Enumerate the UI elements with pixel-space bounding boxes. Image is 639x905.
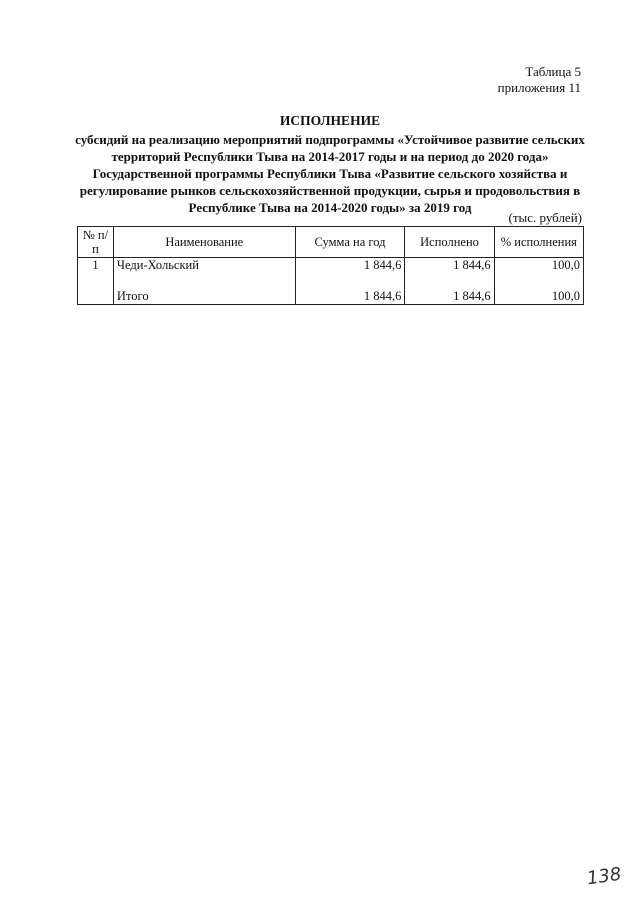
- table-number: Таблица 5: [525, 64, 581, 79]
- table-header-row: [78, 227, 584, 258]
- document-title: [70, 112, 590, 216]
- header-done: Исполнено: [405, 227, 494, 258]
- total-sum: 1 844,6: [295, 288, 405, 305]
- cell-num: 1: [78, 258, 114, 289]
- units-label: (тыс. рублей): [508, 210, 582, 225]
- total-num: [78, 288, 114, 305]
- header-sum: Сумма на год: [295, 227, 405, 258]
- total-name: Итого: [113, 288, 295, 305]
- table-total-row: [78, 288, 584, 305]
- cell-done: 1 844,6: [405, 258, 494, 289]
- cell-name: Чеди-Хольский: [113, 258, 295, 289]
- cell-sum: 1 844,6: [295, 258, 405, 289]
- cell-pct: 100,0: [494, 258, 583, 289]
- header-num: № п/п: [78, 227, 114, 258]
- execution-table: [77, 226, 584, 305]
- table-row: [78, 258, 584, 289]
- appendix-reference: приложения 11: [497, 80, 581, 95]
- page-number: 138: [585, 863, 623, 890]
- title-main: ИСПОЛНЕНИЕ: [279, 113, 381, 128]
- header-name: Наименование: [113, 227, 295, 258]
- header-pct: % исполнения: [494, 227, 583, 258]
- title-subtitle: субсидий на реализацию мероприятий подпрограммы «Устойчивое развитие сельских территорий Республики Тыва на 2014-2017 годы и на период до 2020 года» Государственной программы Республики Тыва «Развитие сельского хозяйства и регулирование рынков сельскохозяйственной продукции, сырья и продовольствия в Республике Тыва на 2014-2020 годы» за 2019 год: [75, 132, 585, 215]
- total-pct: 100,0: [494, 288, 583, 305]
- table-reference: [498, 64, 581, 96]
- total-done: 1 844,6: [405, 288, 494, 305]
